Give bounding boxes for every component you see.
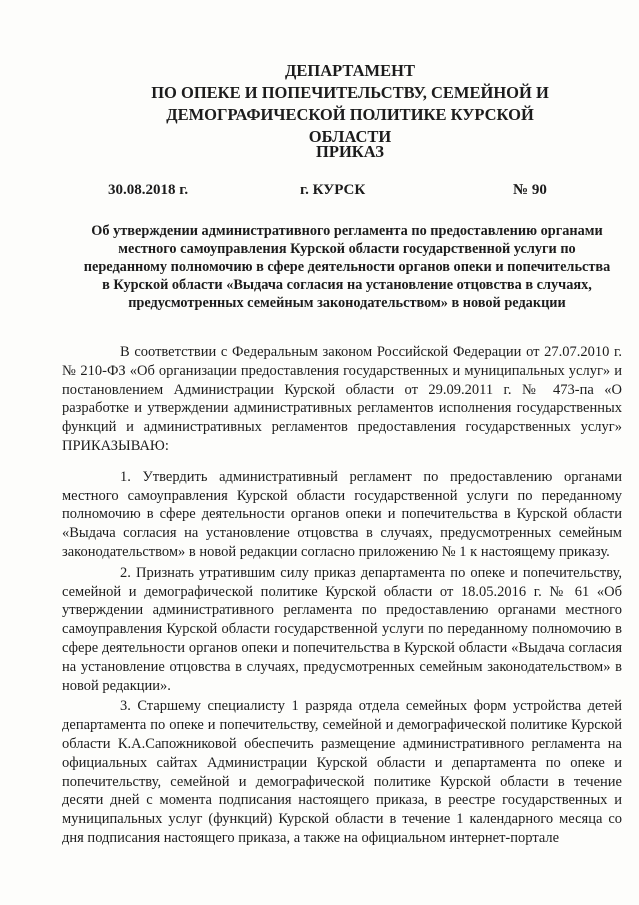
item-2-paragraph: 2. Признать утратившим силу приказ департамента по опеке и попечительству, семейной и демографической политике Курской области от 18.05.2016 г. № 61 «Об утверждении административного регламента по предоставлению органами местного самоуправления Курской области государственной услуги по переданному полномочию в сфере деятельности органов опеки и попечительства в Курской области «Выдача согласия на установление отцовства в случаях, предусмотренных семейным законодательством» в новой редакции». bbox=[62, 564, 622, 694]
order-title: Об утверждении административного регламента по предоставлению органами местного самоуправления Курской области государственной услуги по переданному полномочию в сфере деятельности органов опеки и попечительства в Курской области «Выдача согласия на установление отцовства в случаях, предусмотренных семейным законодательством» в новой редакции bbox=[83, 223, 611, 311]
preamble-paragraph: В соответствии с Федеральным законом Российской Федерации от 27.07.2010 г. № 210-ФЗ «Об организации предоставления государственных и муниципальных услуг» и постановлением Администрации Курской области от 29.09.2011 г. № 473-па «О разработке и утверждении административных регламентов исполнения государственных функций и административных регламентов предоставления государственных услуг» ПРИКАЗЫВАЮ: bbox=[62, 344, 622, 454]
item-3-paragraph: 3. Старшему специалисту 1 разряда отдела семейных форм устройства детей департамента по опеке и попечительству, семейной и демографической политике Курской области К.А.Сапожниковой обеспечить размещение административного регламента на официальных сайтах Администрации Курской области и департамента по опеке и попечительству, семейной и демографической политике Курской области в течение десяти дней с момента подписания настоящего приказа, в реестре государственных и муниципальных услуг (функций) Курской области в течение 1 календарного месяца со дня подписания настоящего приказа, а также на официальном интернет-портале bbox=[62, 698, 622, 846]
order-date: 30.08.2018 г. bbox=[108, 182, 189, 198]
item-1-paragraph: 1. Утвердить административный регламент по предоставлению органами местного самоуправления Курской области государственной услуги по переданному полномочию в сфере деятельности органов опеки и попечительства в Курской области «Выдача согласия на установление отцовства в случаях, предусмотренных семейным законодательством» в новой редакции согласно приложению № 1 к настоящему приказу. bbox=[62, 468, 622, 560]
order-heading: ПРИКАЗ bbox=[316, 142, 384, 161]
header-line-1: ДЕПАРТАМЕНТ bbox=[285, 61, 415, 80]
department-header bbox=[150, 60, 550, 148]
header-line-2: ПО ОПЕКЕ И ПОПЕЧИТЕЛЬСТВУ, СЕМЕЙНОЙ И bbox=[151, 83, 549, 102]
document-body bbox=[62, 343, 622, 848]
header-line-3: ДЕМОГРАФИЧЕСКОЙ ПОЛИТИКЕ КУРСКОЙ ОБЛАСТИ bbox=[166, 105, 534, 146]
order-city: г. КУРСК bbox=[300, 182, 366, 198]
order-number: № 90 bbox=[513, 182, 547, 198]
